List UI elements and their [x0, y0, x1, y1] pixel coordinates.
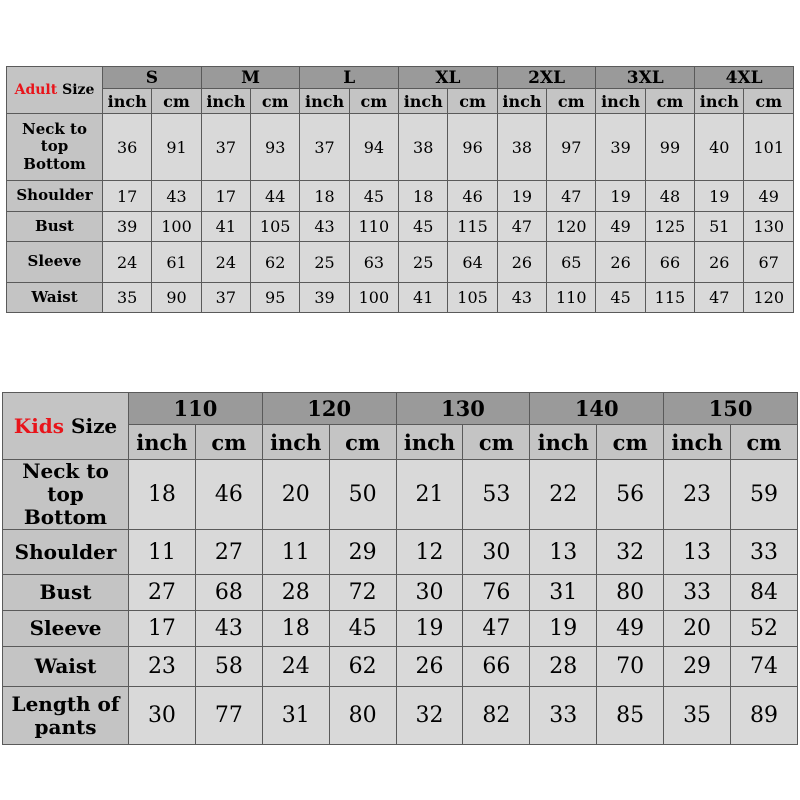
- adult-cell-value: 93: [251, 114, 300, 181]
- adult-cell-value: 45: [349, 181, 398, 212]
- kids-table-title: [3, 393, 129, 460]
- adult-cell-value: 115: [645, 283, 694, 313]
- adult-cell-value: 24: [201, 242, 250, 283]
- adult-cell-value: 120: [744, 283, 794, 313]
- kids-cell-value: 85: [597, 687, 664, 745]
- adult-cell-value: 63: [349, 242, 398, 283]
- kids-unit-cm: cm: [463, 425, 530, 460]
- adult-cell-value: 19: [695, 181, 744, 212]
- kids-table-row: [3, 687, 798, 745]
- kids-cell-value: 20: [262, 460, 329, 530]
- adult-cell-value: 18: [399, 181, 448, 212]
- adult-cell-value: 100: [152, 212, 201, 242]
- adult-label-rest: Size: [57, 82, 95, 98]
- adult-cell-value: 47: [547, 181, 596, 212]
- adult-cell-value: 43: [152, 181, 201, 212]
- adult-cell-value: 48: [645, 181, 694, 212]
- adult-unit-header-row: [7, 89, 794, 114]
- adult-cell-value: 65: [547, 242, 596, 283]
- kids-cell-value: 18: [129, 460, 196, 530]
- adult-row-label: Shoulder: [7, 181, 103, 212]
- adult-cell-value: 18: [300, 181, 349, 212]
- adult-cell-value: 17: [201, 181, 250, 212]
- kids-unit-cm: cm: [195, 425, 262, 460]
- adult-cell-value: 67: [744, 242, 794, 283]
- adult-unit-inch: inch: [300, 89, 349, 114]
- kids-cell-value: 76: [463, 575, 530, 611]
- adult-table-title: [7, 67, 103, 114]
- kids-cell-value: 33: [731, 530, 798, 575]
- kids-table-row: [3, 611, 798, 647]
- kids-cell-value: 29: [664, 647, 731, 687]
- kids-label-accent: Kids: [13, 414, 65, 438]
- adult-table-row: [7, 283, 794, 313]
- adult-cell-value: 39: [300, 283, 349, 313]
- adult-cell-value: 91: [152, 114, 201, 181]
- adult-size-4xl: 4XL: [695, 67, 794, 89]
- kids-table-row: [3, 575, 798, 611]
- kids-cell-value: 33: [530, 687, 597, 745]
- adult-table-body: [7, 67, 794, 313]
- adult-cell-value: 24: [103, 242, 152, 283]
- adult-cell-value: 95: [251, 283, 300, 313]
- adult-cell-value: 110: [547, 283, 596, 313]
- kids-row-label: Shoulder: [3, 530, 129, 575]
- adult-size-table: [6, 66, 794, 313]
- kids-row-label: Waist: [3, 647, 129, 687]
- kids-cell-value: 31: [262, 687, 329, 745]
- kids-cell-value: 70: [597, 647, 664, 687]
- adult-unit-cm: cm: [152, 89, 201, 114]
- adult-row-label: Waist: [7, 283, 103, 313]
- adult-cell-value: 115: [448, 212, 497, 242]
- kids-cell-value: 30: [129, 687, 196, 745]
- adult-cell-value: 26: [596, 242, 645, 283]
- adult-cell-value: 38: [399, 114, 448, 181]
- adult-cell-value: 64: [448, 242, 497, 283]
- kids-cell-value: 30: [463, 530, 530, 575]
- kids-size-130: 130: [396, 393, 530, 425]
- adult-table-row: [7, 242, 794, 283]
- kids-cell-value: 80: [597, 575, 664, 611]
- adult-unit-cm: cm: [645, 89, 694, 114]
- adult-unit-inch: inch: [399, 89, 448, 114]
- kids-cell-value: 74: [731, 647, 798, 687]
- kids-cell-value: 19: [396, 611, 463, 647]
- adult-cell-value: 110: [349, 212, 398, 242]
- adult-cell-value: 25: [300, 242, 349, 283]
- kids-row-label: Neck to top Bottom: [3, 460, 129, 530]
- kids-cell-value: 18: [262, 611, 329, 647]
- kids-cell-value: 59: [731, 460, 798, 530]
- kids-cell-value: 23: [664, 460, 731, 530]
- kids-cell-value: 46: [195, 460, 262, 530]
- kids-cell-value: 13: [530, 530, 597, 575]
- adult-cell-value: 36: [103, 114, 152, 181]
- kids-cell-value: 22: [530, 460, 597, 530]
- kids-cell-value: 47: [463, 611, 530, 647]
- adult-unit-inch: inch: [596, 89, 645, 114]
- adult-cell-value: 61: [152, 242, 201, 283]
- adult-cell-value: 47: [695, 283, 744, 313]
- kids-cell-value: 20: [664, 611, 731, 647]
- adult-unit-inch: inch: [201, 89, 250, 114]
- kids-cell-value: 26: [396, 647, 463, 687]
- adult-cell-value: 17: [103, 181, 152, 212]
- kids-cell-value: 56: [597, 460, 664, 530]
- adult-cell-value: 125: [645, 212, 694, 242]
- adult-cell-value: 19: [596, 181, 645, 212]
- kids-unit-inch: inch: [262, 425, 329, 460]
- kids-cell-value: 28: [530, 647, 597, 687]
- adult-cell-value: 66: [645, 242, 694, 283]
- adult-unit-cm: cm: [251, 89, 300, 114]
- kids-cell-value: 12: [396, 530, 463, 575]
- adult-cell-value: 96: [448, 114, 497, 181]
- adult-cell-value: 37: [201, 283, 250, 313]
- kids-size-120: 120: [262, 393, 396, 425]
- adult-cell-value: 26: [695, 242, 744, 283]
- adult-cell-value: 99: [645, 114, 694, 181]
- adult-cell-value: 39: [596, 114, 645, 181]
- adult-cell-value: 25: [399, 242, 448, 283]
- adult-cell-value: 49: [596, 212, 645, 242]
- kids-cell-value: 29: [329, 530, 396, 575]
- kids-size-header-row: [3, 393, 798, 425]
- adult-cell-value: 62: [251, 242, 300, 283]
- kids-cell-value: 27: [129, 575, 196, 611]
- adult-cell-value: 130: [744, 212, 794, 242]
- adult-table-row: [7, 181, 794, 212]
- kids-cell-value: 68: [195, 575, 262, 611]
- kids-unit-cm: cm: [731, 425, 798, 460]
- adult-unit-cm: cm: [349, 89, 398, 114]
- kids-cell-value: 77: [195, 687, 262, 745]
- adult-cell-value: 45: [596, 283, 645, 313]
- kids-unit-cm: cm: [329, 425, 396, 460]
- kids-cell-value: 45: [329, 611, 396, 647]
- adult-cell-value: 38: [497, 114, 546, 181]
- kids-table-body: [3, 393, 798, 745]
- adult-cell-value: 45: [399, 212, 448, 242]
- adult-size-2xl: 2XL: [497, 67, 596, 89]
- kids-cell-value: 52: [731, 611, 798, 647]
- adult-cell-value: 39: [103, 212, 152, 242]
- adult-unit-inch: inch: [497, 89, 546, 114]
- adult-unit-cm: cm: [744, 89, 794, 114]
- adult-size-l: L: [300, 67, 399, 89]
- adult-cell-value: 44: [251, 181, 300, 212]
- kids-cell-value: 11: [129, 530, 196, 575]
- kids-cell-value: 58: [195, 647, 262, 687]
- adult-cell-value: 105: [448, 283, 497, 313]
- kids-cell-value: 35: [664, 687, 731, 745]
- kids-unit-inch: inch: [530, 425, 597, 460]
- kids-size-140: 140: [530, 393, 664, 425]
- kids-row-label: Bust: [3, 575, 129, 611]
- adult-cell-value: 41: [399, 283, 448, 313]
- adult-cell-value: 90: [152, 283, 201, 313]
- adult-cell-value: 40: [695, 114, 744, 181]
- adult-cell-value: 46: [448, 181, 497, 212]
- kids-cell-value: 28: [262, 575, 329, 611]
- kids-unit-inch: inch: [396, 425, 463, 460]
- adult-cell-value: 26: [497, 242, 546, 283]
- kids-label-rest: Size: [64, 414, 118, 438]
- kids-row-label: Length of pants: [3, 687, 129, 745]
- adult-row-label: Bust: [7, 212, 103, 242]
- adult-size-header-row: [7, 67, 794, 89]
- adult-cell-value: 51: [695, 212, 744, 242]
- adult-unit-cm: cm: [547, 89, 596, 114]
- kids-cell-value: 50: [329, 460, 396, 530]
- adult-cell-value: 105: [251, 212, 300, 242]
- kids-cell-value: 31: [530, 575, 597, 611]
- kids-cell-value: 30: [396, 575, 463, 611]
- kids-unit-inch: inch: [664, 425, 731, 460]
- adult-row-label: Neck to top Bottom: [7, 114, 103, 181]
- kids-table-row: [3, 647, 798, 687]
- kids-row-label: Sleeve: [3, 611, 129, 647]
- kids-cell-value: 33: [664, 575, 731, 611]
- kids-cell-value: 82: [463, 687, 530, 745]
- kids-cell-value: 21: [396, 460, 463, 530]
- kids-cell-value: 62: [329, 647, 396, 687]
- kids-cell-value: 53: [463, 460, 530, 530]
- kids-cell-value: 17: [129, 611, 196, 647]
- adult-cell-value: 43: [300, 212, 349, 242]
- kids-size-table: [2, 392, 798, 745]
- adult-cell-value: 41: [201, 212, 250, 242]
- kids-cell-value: 80: [329, 687, 396, 745]
- kids-cell-value: 13: [664, 530, 731, 575]
- kids-cell-value: 72: [329, 575, 396, 611]
- adult-row-label: Sleeve: [7, 242, 103, 283]
- adult-unit-cm: cm: [448, 89, 497, 114]
- adult-table-row: [7, 114, 794, 181]
- kids-cell-value: 89: [731, 687, 798, 745]
- adult-cell-value: 100: [349, 283, 398, 313]
- kids-cell-value: 24: [262, 647, 329, 687]
- adult-cell-value: 101: [744, 114, 794, 181]
- kids-table-row: [3, 460, 798, 530]
- kids-cell-value: 23: [129, 647, 196, 687]
- adult-size-s: S: [103, 67, 202, 89]
- kids-cell-value: 43: [195, 611, 262, 647]
- adult-unit-inch: inch: [103, 89, 152, 114]
- adult-cell-value: 49: [744, 181, 794, 212]
- adult-cell-value: 120: [547, 212, 596, 242]
- kids-cell-value: 84: [731, 575, 798, 611]
- kids-cell-value: 19: [530, 611, 597, 647]
- kids-cell-value: 27: [195, 530, 262, 575]
- kids-cell-value: 66: [463, 647, 530, 687]
- adult-cell-value: 47: [497, 212, 546, 242]
- kids-cell-value: 32: [597, 530, 664, 575]
- kids-table-row: [3, 530, 798, 575]
- adult-cell-value: 37: [300, 114, 349, 181]
- adult-cell-value: 94: [349, 114, 398, 181]
- adult-cell-value: 97: [547, 114, 596, 181]
- adult-size-xl: XL: [399, 67, 498, 89]
- adult-cell-value: 43: [497, 283, 546, 313]
- adult-table-row: [7, 212, 794, 242]
- kids-size-110: 110: [129, 393, 263, 425]
- adult-cell-value: 37: [201, 114, 250, 181]
- adult-unit-inch: inch: [695, 89, 744, 114]
- kids-cell-value: 49: [597, 611, 664, 647]
- adult-cell-value: 19: [497, 181, 546, 212]
- adult-label-accent: Adult: [14, 82, 58, 98]
- adult-size-3xl: 3XL: [596, 67, 695, 89]
- adult-size-m: M: [201, 67, 300, 89]
- kids-cell-value: 11: [262, 530, 329, 575]
- kids-unit-inch: inch: [129, 425, 196, 460]
- kids-size-150: 150: [664, 393, 798, 425]
- adult-cell-value: 35: [103, 283, 152, 313]
- kids-unit-cm: cm: [597, 425, 664, 460]
- kids-cell-value: 32: [396, 687, 463, 745]
